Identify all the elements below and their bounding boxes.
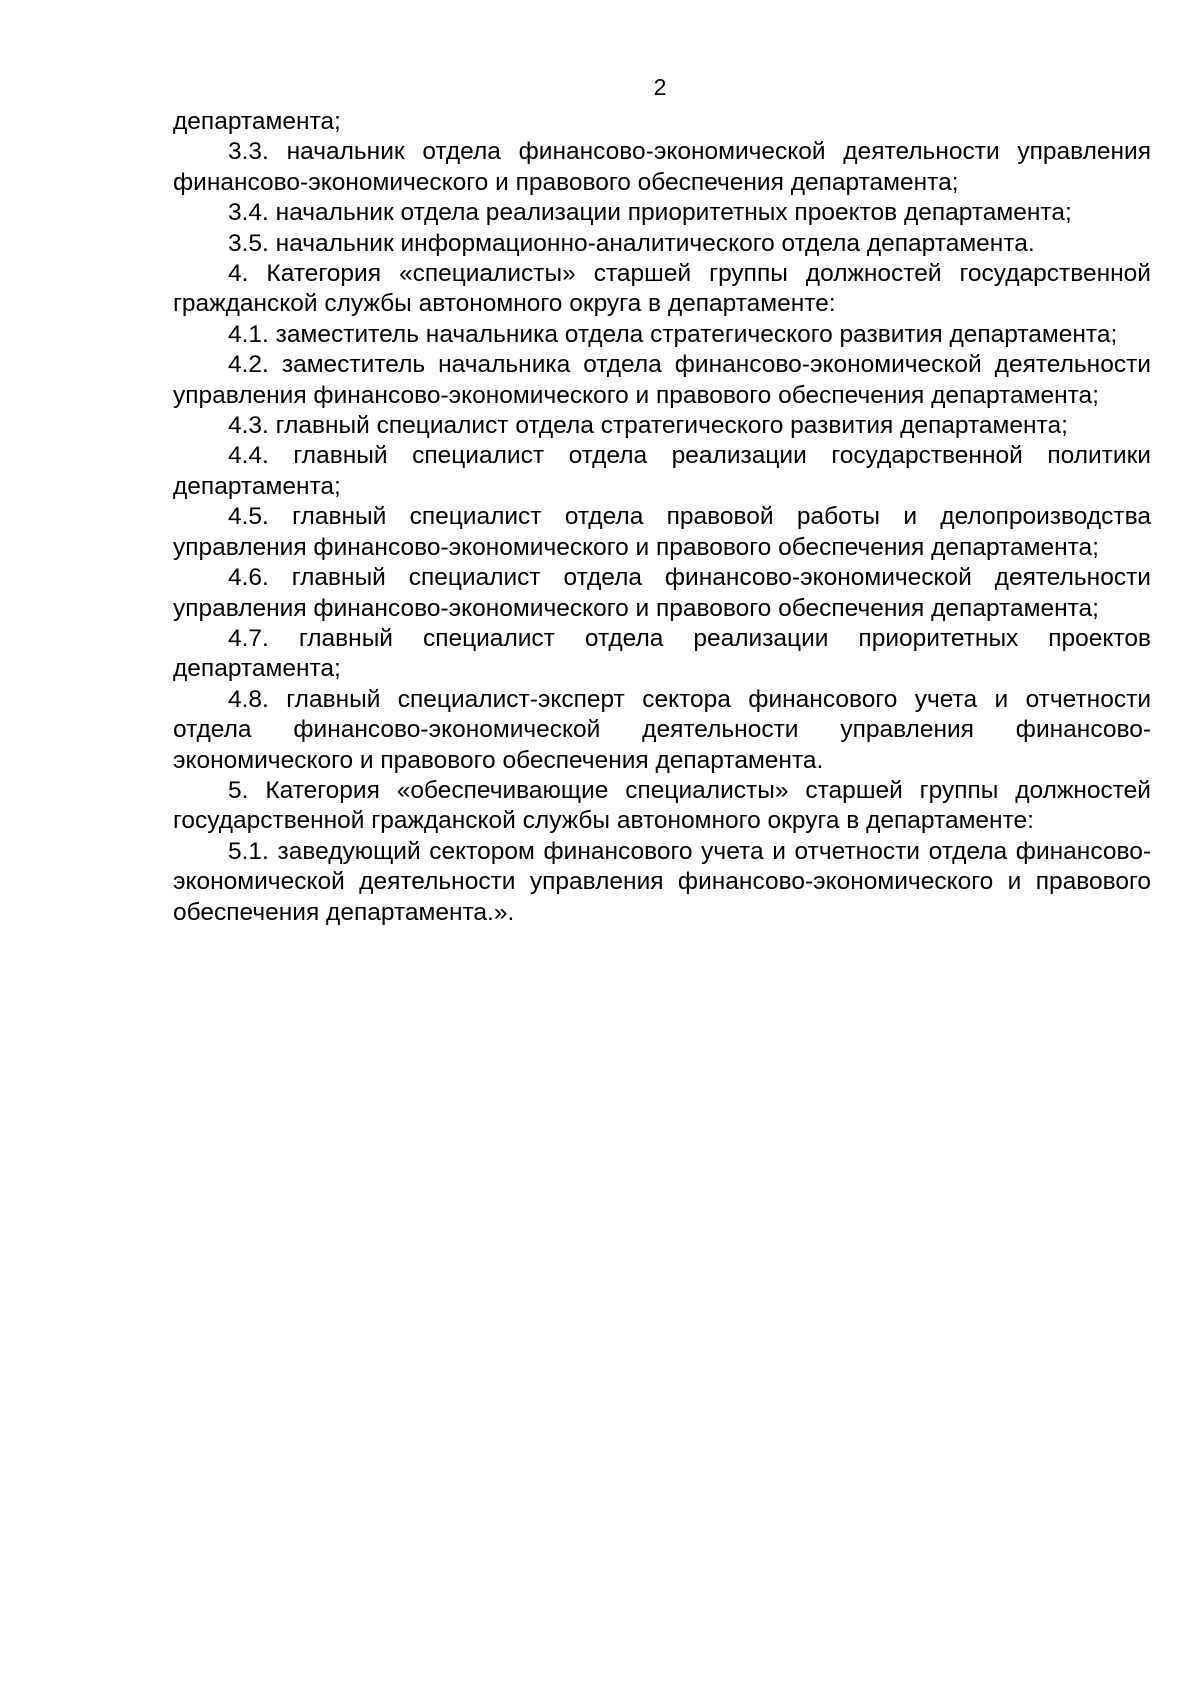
paragraph: 5. Категория «обеспечивающие специалисты» старшей группы должностей государственной гражданской службы автономного округа в департаменте: (173, 776, 1151, 835)
paragraph: 4. Категория «специалисты» старшей группы должностей государственной гражданской службы автономного округа в департаменте: (173, 260, 1151, 318)
paragraph: 4.6. главный специалист отдела финансово-экономической деятельности управления финансово-экономического и правового обеспечения департамента; (173, 564, 1151, 622)
paragraph: 3.4. начальник отдела реализации приоритетных проектов департамента; (228, 199, 1072, 227)
paragraph: 4.2. заместитель начальника отдела финансово-экономической деятельности управления финансово-экономического и правового обеспечения департамента; (173, 351, 1151, 409)
document-body (173, 107, 1151, 928)
paragraph: 4.4. главный специалист отдела реализации государственной политики департамента; (173, 442, 1151, 500)
paragraph: 4.5. главный специалист отдела правовой работы и делопроизводства управления финансово-экономического и правового обеспечения департамента; (173, 503, 1151, 561)
paragraph: 3.3. начальник отдела финансово-экономической деятельности управления финансово-экономического и правового обеспечения департамента; (173, 138, 1151, 196)
paragraph: 4.3. главный специалист отдела стратегического развития департамента; (228, 412, 1068, 440)
page-number: 2 (653, 74, 667, 100)
paragraph: 3.5. начальник информационно-аналитического отдела департамента. (228, 229, 1035, 257)
paragraph: 4.8. главный специалист-эксперт сектора финансового учета и отчетности отдела финансово-экономической деятельности управления финансово-экономического и правового обеспечения департамента. (173, 685, 1151, 774)
paragraph: 4.1. заместитель начальника отдела стратегического развития департамента; (228, 320, 1118, 348)
paragraph: 4.7. главный специалист отдела реализации приоритетных проектов департамента; (173, 624, 1151, 683)
paragraph: департамента; (173, 108, 341, 135)
paragraph: 5.1. заведующий сектором финансового учета и отчетности отдела финансово-экономической деятельности управления финансово-экономического и правового обеспечения департамента.». (173, 837, 1151, 926)
